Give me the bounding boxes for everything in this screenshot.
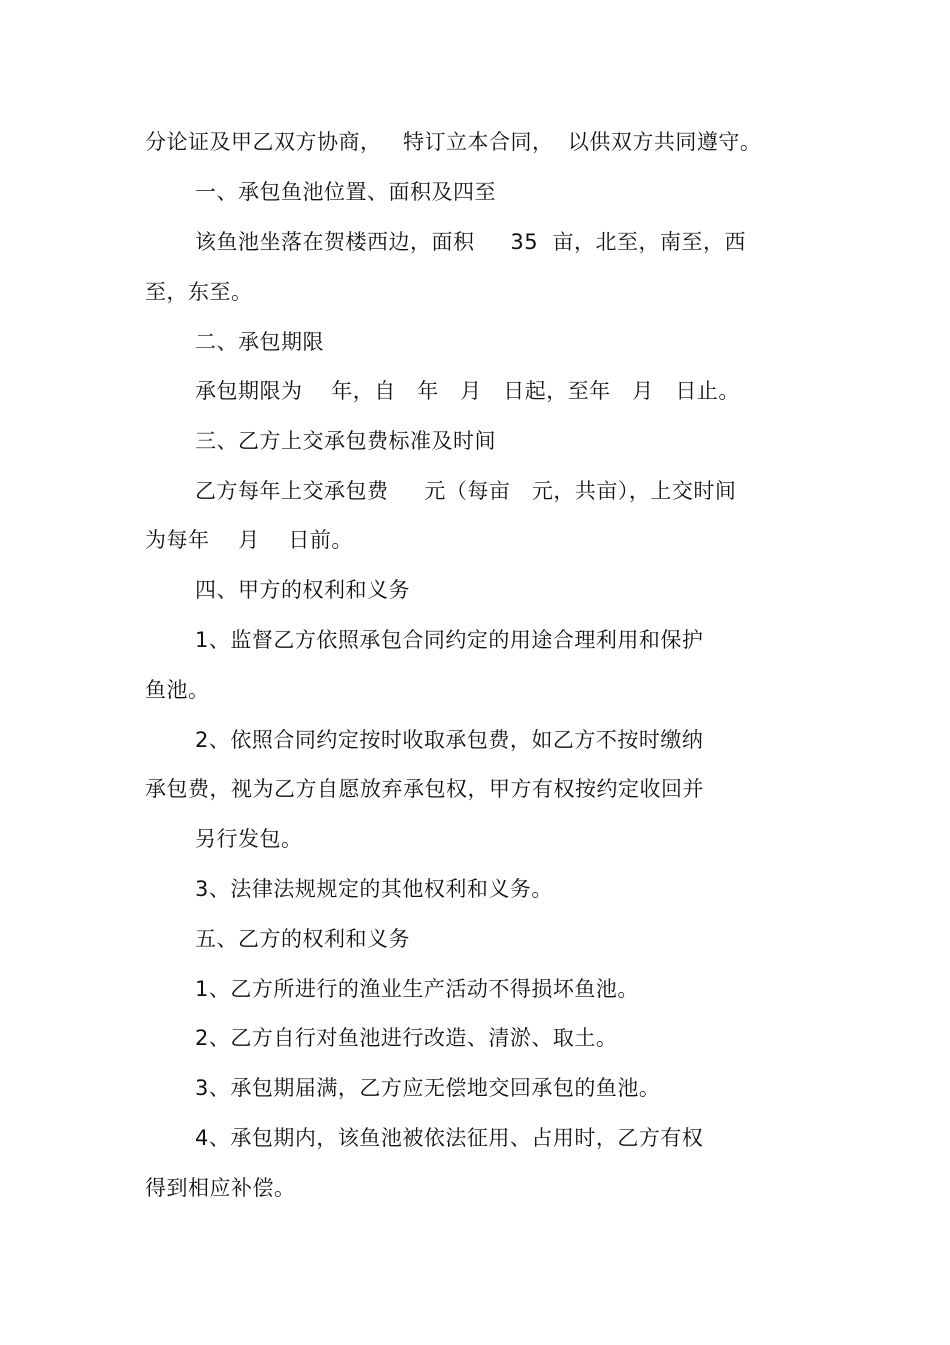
section-heading-location: 一、承包鱼池位置、面积及四至 — [195, 180, 496, 204]
paragraph-line: 3、承包期届满，乙方应无偿地交回承包的鱼池。 — [195, 1076, 661, 1100]
paragraph-line: 2、乙方自行对鱼池进行改造、清淤、取土。 — [195, 1026, 618, 1050]
paragraph-line: 4、承包期内，该鱼池被依法征用、占用时，乙方有权 — [195, 1126, 704, 1150]
paragraph-line: 2、依照合同约定按时收取承包费，如乙方不按时缴纳 — [195, 728, 704, 752]
paragraph-line: 得到相应补偿。 — [145, 1176, 296, 1200]
section-heading-party-b: 五、乙方的权利和义务 — [195, 927, 410, 951]
paragraph-line: 承包期限为 年，自 年 月 日起，至年 月 日止。 — [195, 379, 740, 403]
paragraph-line: 3、法律法规规定的其他权利和义务。 — [195, 877, 553, 901]
section-heading-term: 二、承包期限 — [195, 330, 324, 354]
section-heading-party-a: 四、甲方的权利和义务 — [195, 578, 410, 602]
paragraph-line: 为每年 月 日前。 — [145, 528, 353, 552]
paragraph-line: 鱼池。 — [145, 678, 210, 702]
paragraph-line: 该鱼池坐落在贺楼西边，面积 35 亩，北至，南至，西 — [195, 230, 746, 254]
paragraph-line: 分论证及甲乙双方协商， 特订立本合同， 以供双方共同遵守。 — [145, 130, 762, 154]
paragraph-line: 承包费，视为乙方自愿放弃承包权，甲方有权按约定收回并 — [145, 777, 704, 801]
paragraph-line: 乙方每年上交承包费 元（每亩 元，共亩），上交时间 — [195, 479, 737, 503]
paragraph-line: 1、监督乙方依照承包合同约定的用途合理利用和保护 — [195, 628, 704, 652]
section-heading-fee: 三、乙方上交承包费标准及时间 — [195, 429, 496, 453]
paragraph-line: 另行发包。 — [195, 827, 303, 851]
paragraph-line: 1、乙方所进行的渔业生产活动不得损坏鱼池。 — [195, 977, 639, 1001]
paragraph-line: 至，东至。 — [145, 280, 253, 304]
